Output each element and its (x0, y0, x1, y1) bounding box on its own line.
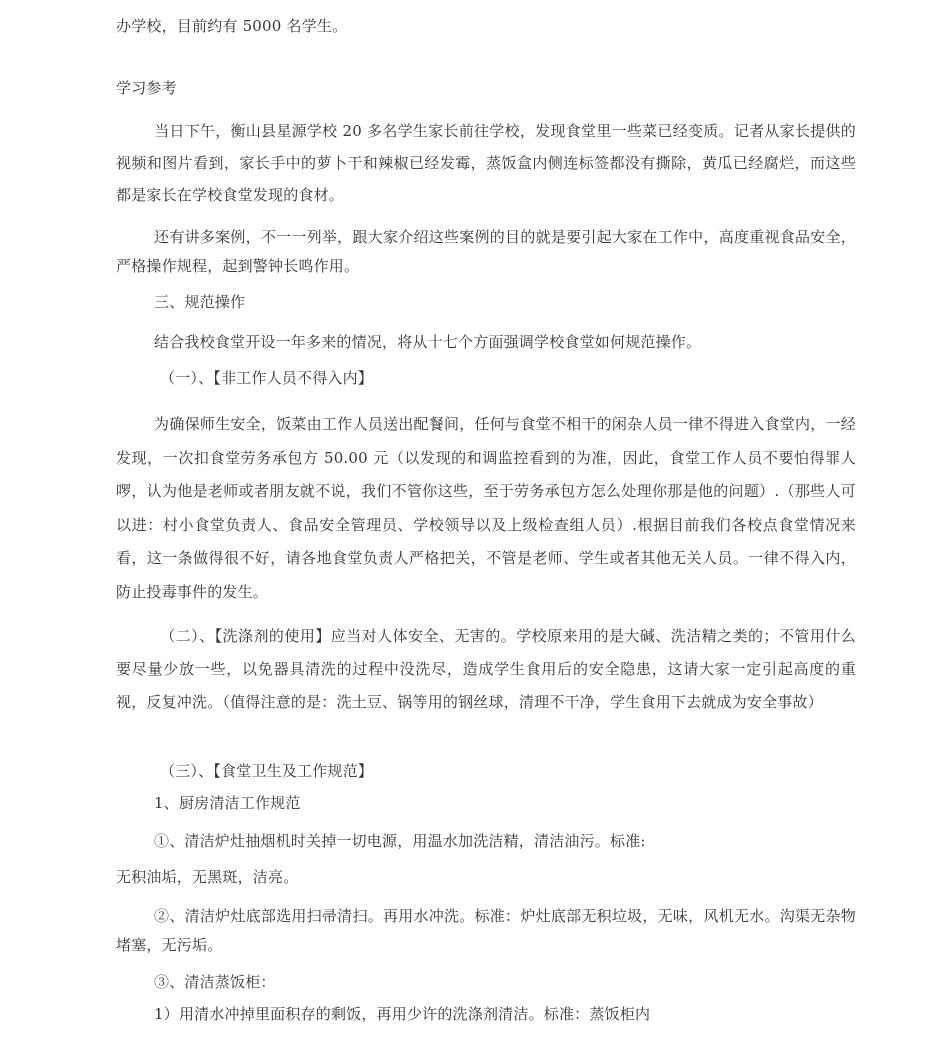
paragraph-warning (116, 223, 856, 281)
clean-step-1: ①、清洁炉灶抽烟机时关掉一切电源，用温水加洗洁精，清洁油污。标准: (154, 832, 646, 850)
clean-step-2-text: ②、清洁炉灶底部选用扫帚清扫。再用水冲洗。标准：炉灶底部无积垃圾，无味，风机无水。沟渠无杂物堵塞，无污垢。 (116, 907, 856, 954)
item1-body-text: 为确保师生安全，饭菜由工作人员送出配餐间，任何与食堂不相干的闲杂人员一律不得进入食堂内，一经发现，一次扣食堂劳务承包方 50.00 元（以发现的和调监控看到的为准，因此，食堂工作人员不要怕得罪人啰，认为他是老师或者朋友就不说，我们不管你这些，至于劳务承包方怎么处理你那是他的问题）.（那些人可以进：村小食堂负责人、食品安全管理员、学校领导以及上级检查组人员）.根据目前我们各校点食堂情况来看，这一条做得很不好，请各地食堂负责人严格把关，不管是老师、学生或者其他无关人员。一律不得入内，防止投毒事件的发生。 (116, 415, 856, 601)
paragraph-incident (116, 115, 856, 211)
clean-step-1-standard: 无积油垢，无黑斑，洁亮。 (116, 868, 299, 886)
section-heading-3: 三、规范操作 (154, 293, 246, 311)
item2-paragraph (116, 620, 856, 719)
section-heading-reference: 学习参考 (116, 79, 177, 97)
item1-body (116, 408, 856, 609)
item1-title: （一）、【非工作人员不得入内】 (160, 369, 374, 387)
intro-line: 结合我校食堂开设一年多来的情况，将从十七个方面强调学校食堂如何规范操作。 (154, 333, 702, 351)
subheading-kitchen-cleaning: 1、厨房清洁工作规范 (154, 794, 301, 812)
item2-text: （二）、【洗涤剂的使用】应当对人体安全、无害的。学校原来用的是大碱、洗洁精之类的；不管用什么要尽量少放一些，以免器具清洗的过程中没洗尽，造成学生食用后的安全隐患，这请大家一定引起高度的重视，反复冲洗。（值得注意的是：洗土豆、锅等用的钢丝球，清理不干净，学生食用下去就成为安全事故） (116, 627, 856, 711)
clean-step-2 (116, 902, 856, 960)
item3-title: （三）、【食堂卫生及工作规范】 (160, 762, 374, 780)
clean-step-3: ③、清洁蒸饭柜： (154, 973, 276, 991)
paragraph-incident-text: 当日下午，衡山县星源学校 20 多名学生家长前往学校，发现食堂里一些菜已经变质。记者从家长提供的视频和图片看到，家长手中的萝卜干和辣椒已经发霉，蒸饭盒内侧连标签都没有撕除，黄瓜已经腐烂，而这些都是家长在学校食堂发现的食材。 (116, 122, 856, 204)
clean-step-3-sub1: 1）用清水冲掉里面积存的剩饭，再用少许的洗涤剂清洁。标准：蒸饭柜内 (154, 1005, 651, 1023)
text-line-continuation: 办学校，目前约有 5000 名学生。 (116, 17, 348, 35)
paragraph-warning-text: 还有讲多案例，不一一列举，跟大家介绍这些案例的目的就是要引起大家在工作中，高度重视食品安全，严格操作规程，起到警钟长鸣作用。 (116, 228, 856, 275)
